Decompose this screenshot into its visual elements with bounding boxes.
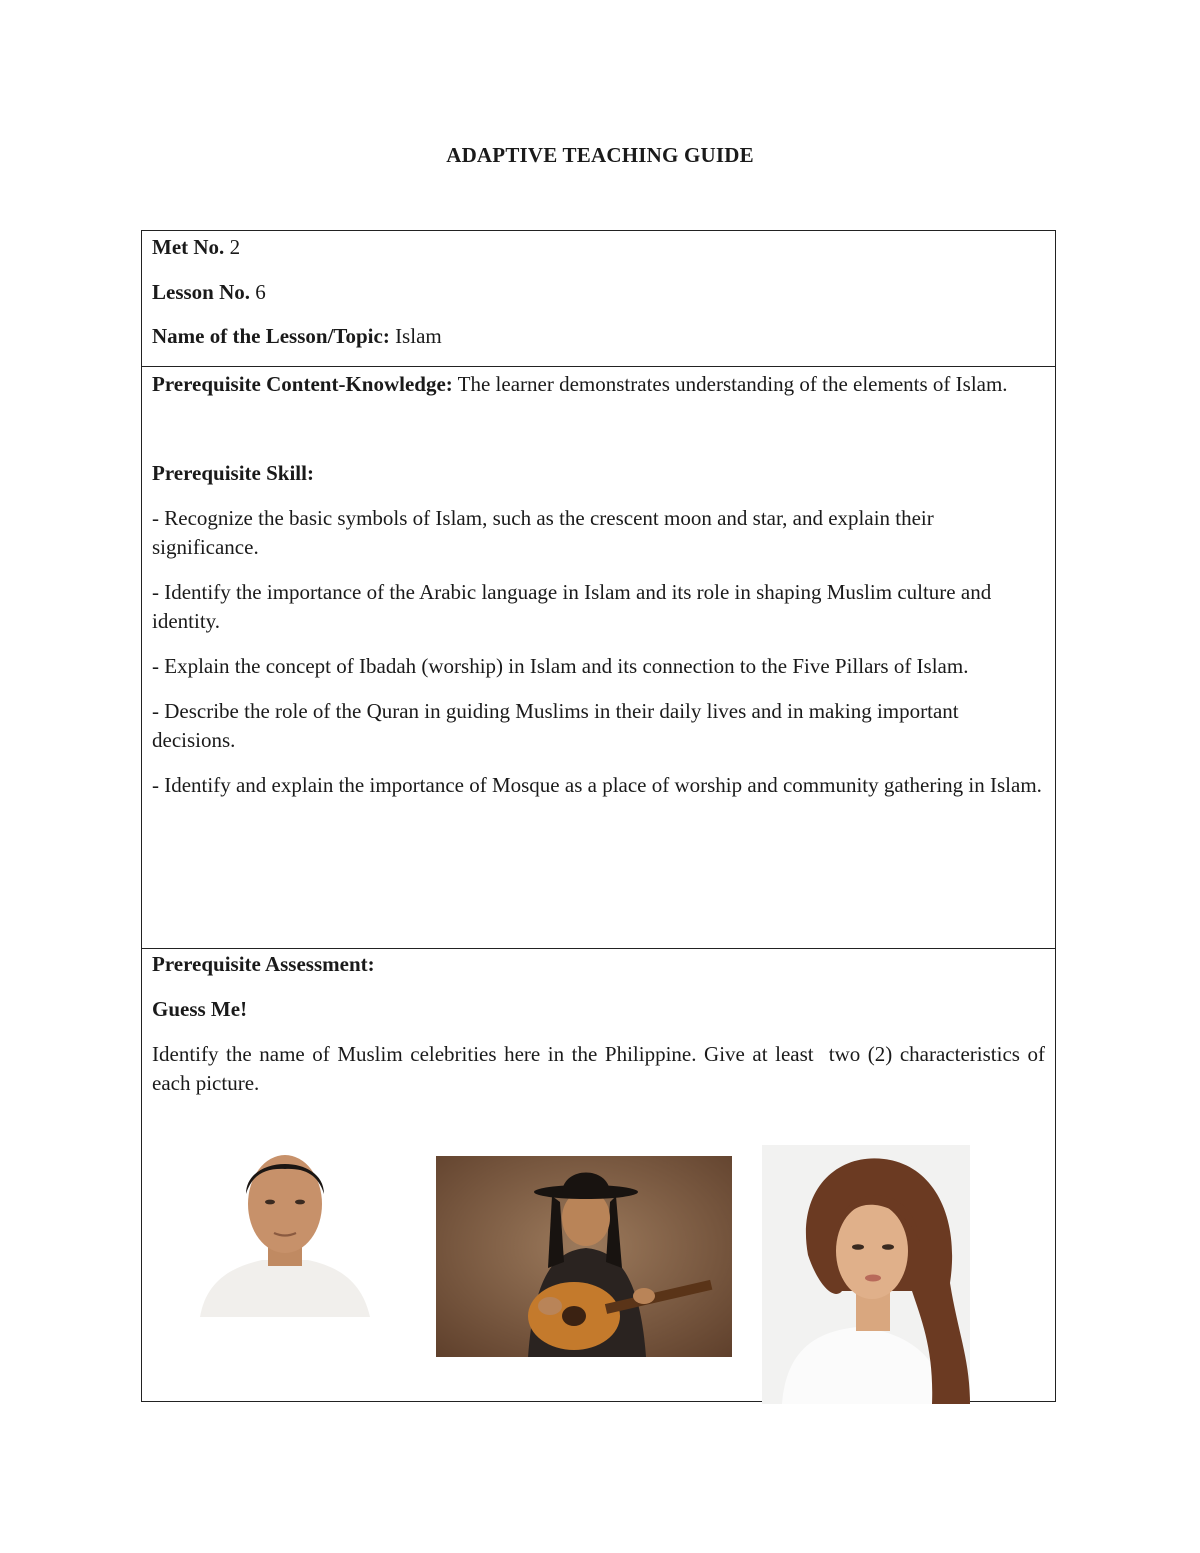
prerequisite-cell: [142, 366, 1055, 948]
guide-table: [141, 230, 1056, 1402]
prerequisite-content-label: Prerequisite Content-Knowledge:: [152, 372, 453, 396]
met-number-line: [152, 233, 1045, 262]
prerequisite-content-paragraph: [152, 370, 1045, 399]
celebrity-photo-1: [200, 1142, 370, 1317]
document-title: ADAPTIVE TEACHING GUIDE: [446, 143, 754, 167]
met-number-value: 2: [229, 235, 241, 259]
lesson-number-value: 6: [255, 280, 266, 304]
assessment-instruction: Identify the name of Muslim celebrities here in the Philippine. Give at least two (2) characteristics of each picture.: [152, 1042, 1051, 1095]
prerequisite-content-text: The learner demonstrates understanding of the elements of Islam.: [457, 372, 1008, 396]
lesson-number-line: [152, 278, 1045, 307]
lesson-topic-value: Islam: [395, 324, 442, 348]
skill-item: - Describe the role of the Quran in guiding Muslims in their daily lives and in making important decisions.: [152, 699, 959, 752]
assessment-cell: [142, 948, 1055, 1401]
lesson-info-cell: [142, 231, 1055, 366]
skill-item: - Identify and explain the importance of Mosque as a place of worship and community gathering in Islam.: [152, 773, 1042, 797]
lesson-topic-label: Name of the Lesson/Topic:: [152, 324, 390, 348]
lesson-topic-line: [152, 322, 1045, 351]
skill-item: - Identify the importance of the Arabic language in Islam and its role in shaping Muslim culture and identity.: [152, 580, 992, 633]
celebrity-photo-3: [762, 1145, 970, 1404]
activity-title: Guess Me!: [152, 997, 248, 1021]
skill-item: - Recognize the basic symbols of Islam, such as the crescent moon and star, and explain their significance.: [152, 506, 934, 559]
skill-item: - Explain the concept of Ibadah (worship) in Islam and its connection to the Five Pillars of Islam.: [152, 654, 969, 678]
assessment-label: Prerequisite Assessment:: [152, 952, 375, 976]
met-number-label: Met No.: [152, 235, 225, 259]
prerequisite-skill-label: Prerequisite Skill:: [152, 461, 314, 485]
lesson-number-label: Lesson No.: [152, 280, 251, 304]
celebrity-photo-2: [436, 1156, 732, 1357]
